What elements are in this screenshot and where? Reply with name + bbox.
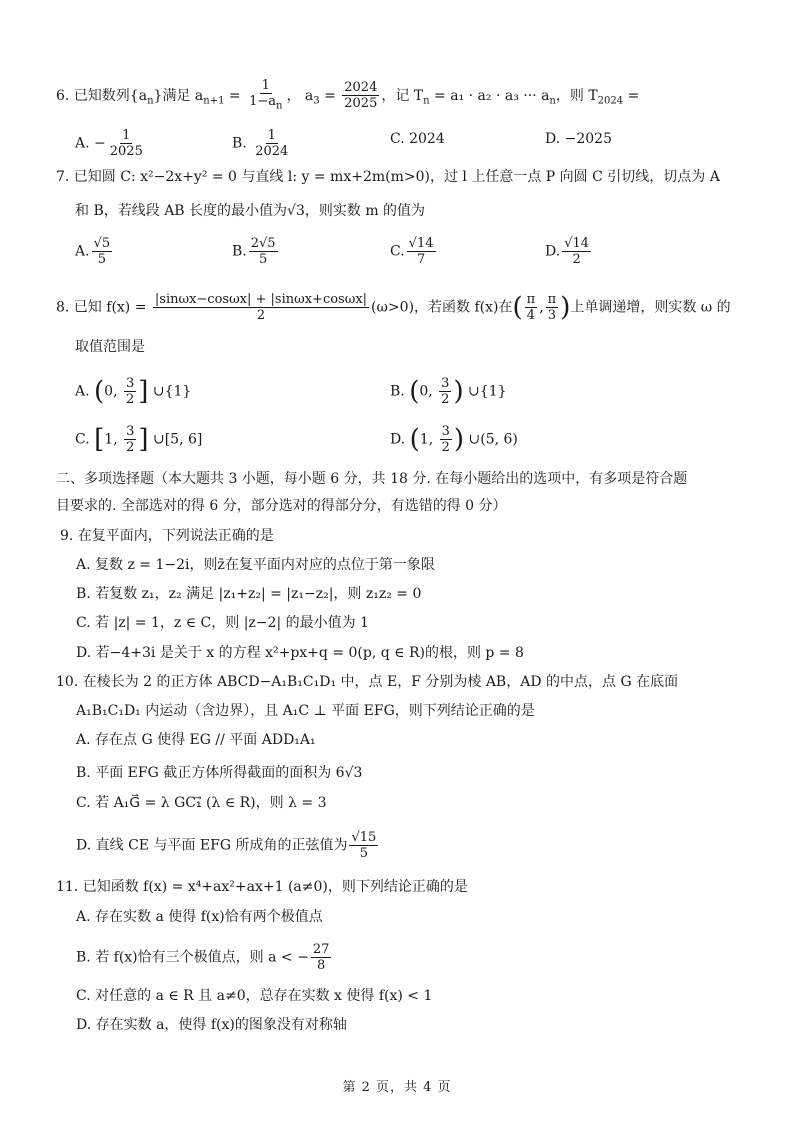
q6-optB-frac (253, 128, 290, 159)
q11-option-c: C. 对任意的 a ∈ R 且 a≠0，总存在实数 x 使得 f(x) < 1 (76, 988, 433, 1004)
bracket-close: ] (138, 376, 149, 407)
frac-num: √14 (408, 236, 434, 251)
q9-option-a: A. 复数 z = 1−2i，则z̄在复平面内对应的点位于第一象限 (76, 557, 435, 573)
q7-optC-frac (407, 236, 436, 267)
frac-den: 4 (526, 308, 536, 323)
q10-stem-line1: 10. 在棱长为 2 的正方体 ABCD−A₁B₁C₁D₁ 中，点 E，F 分别为棱 AB，AD 的中点，点 G 在底面 (56, 674, 679, 690)
q6-text-g: = a₁ · a₂ · a₃ ··· a (429, 87, 550, 104)
q7-option-a (75, 236, 114, 267)
q7-option-c (390, 236, 438, 267)
q8-stem-line1: 8. 已知 f(x) = $\frac{|\sin\omega x-\cos\omega x| + |\sin\omega x+\cos\omega x|}{2}$ (ω>0)，若函数 f(x)在( $\frac{\pi}{4}$ , $\frac{\pi}{3}$ )上单调递增，则实数 ω 的 (56, 292, 731, 323)
option-label: D. (390, 431, 406, 448)
option-label: A. (75, 243, 90, 260)
q11-option-a: A. 存在实数 a 使得 f(x)恰有两个极值点 (76, 909, 323, 925)
q8-option-a (75, 376, 191, 407)
q7-option-b (232, 236, 280, 267)
minus-sign: − (94, 135, 106, 152)
q9-option-b: B. 若复数 z₁，z₂ 满足 |z₁+z₂| = |z₁−z₂|，则 z₁z₂ = 0 (76, 586, 422, 602)
q9-option-d: D. 若−4+3i 是关于 x 的方程 x²+px+q = 0(p, q ∈ R)的根，则 p = 8 (76, 645, 524, 661)
frac-num: 1 (122, 128, 131, 143)
frac-num: 27 (312, 942, 330, 957)
sub-n: n (147, 95, 154, 107)
q8-interval-left (525, 292, 538, 323)
q6-text-h: ，则 T (555, 87, 598, 104)
frac-3-2 (440, 424, 452, 455)
bracket-open: [ (94, 424, 105, 455)
q8-interval-right (546, 292, 559, 323)
frac-3-2 (124, 424, 136, 455)
frac-num: 2024 (344, 80, 378, 96)
interval-left: 0, (104, 383, 122, 400)
frac-den: 3 (547, 308, 557, 323)
q6-frac-a3 (342, 80, 379, 111)
frac-den (247, 94, 284, 114)
frac-den: 2025 (344, 96, 378, 112)
q7-optB-frac (249, 236, 278, 267)
frac-den: 2025 (109, 144, 143, 159)
frac-den: 2 (256, 308, 266, 323)
q10-option-d (76, 830, 380, 861)
frac-num: 3 (126, 424, 135, 439)
q8-option-d (390, 424, 518, 455)
paren-close: ) (453, 376, 464, 407)
frac-den: 5 (359, 846, 369, 861)
q6-text-a: 已知数列{a (73, 87, 148, 104)
frac-num: √14 (564, 236, 590, 251)
q9-stem: 9. 在复平面内，下列说法正确的是 (60, 528, 274, 544)
interval-right: ∪{1} (148, 383, 192, 400)
q6-text-b: }满足 a (153, 87, 204, 104)
sub-3: 3 (313, 95, 320, 107)
interval-right: ∪{1} (463, 383, 507, 400)
q10-option-b: B. 平面 EFG 截正方体所得截面的面积为 6√3 (76, 765, 363, 781)
sub-n1: n+1 (203, 95, 225, 107)
sub-n: n (423, 95, 430, 107)
q8-stem-line2: 取值范围是 (75, 339, 145, 355)
option-label: B. (232, 135, 247, 152)
q8-option-c (75, 424, 202, 455)
bracket-close: ] (138, 424, 149, 455)
q10-optD-frac (349, 830, 378, 861)
interval-right: ∪(5, 6) (464, 431, 518, 448)
frac-den: 2 (572, 252, 581, 267)
q11-optB-frac (311, 942, 332, 973)
frac-3-2 (439, 376, 451, 407)
sub-n: n (276, 100, 283, 112)
option-label: B. (232, 243, 247, 260)
frac-num: 3 (125, 376, 135, 391)
q6-option-b (232, 128, 292, 159)
frac-den: 2024 (255, 144, 289, 159)
paren-close: ) (560, 292, 571, 323)
frac-den: 5 (97, 252, 106, 267)
interval-left: 1, (419, 431, 438, 448)
q10-option-a: A. 存在点 G 使得 EG // 平面 ADD₁A₁ (76, 732, 316, 748)
interval-left: 1, (104, 431, 123, 448)
q6-optA-frac (108, 128, 145, 159)
frac-num: 1 (267, 128, 276, 143)
frac-num: √15 (351, 830, 377, 845)
q8-pre: 8. 已知 f(x) = (56, 299, 151, 316)
option-label: B. (390, 383, 405, 400)
paren-open: ( (409, 376, 420, 407)
frac-num: π (526, 292, 536, 307)
option-label: C. (390, 243, 405, 260)
paren-open: ( (409, 424, 420, 455)
option-label: A. (75, 135, 90, 152)
sub-n: n (549, 95, 556, 107)
frac-num: √5 (93, 236, 111, 251)
q6-stem (56, 78, 639, 114)
q10-optD-text: D. 直线 CE 与平面 EFG 所成角的正弦值为 (76, 837, 348, 854)
interval-left: 0, (419, 383, 438, 400)
paren-close: ) (453, 424, 465, 455)
frac-num: 3 (441, 376, 450, 391)
section2-header-line1: 二、多项选择题（本大题共 3 小题，每小题 6 分，共 18 分. 在每小题给出的选项中，有多项是符合题 (56, 471, 688, 487)
q8-function-frac (153, 292, 369, 323)
q8-option-b (390, 376, 507, 407)
q6-text-d: ， a (286, 87, 314, 104)
q9-option-c: C. 若 |z| = 1，z ∈ C，则 |z−2| 的最小值为 1 (76, 615, 369, 631)
frac-den: 2 (441, 392, 450, 407)
q6-text-f: ，记 T (381, 87, 424, 104)
paren-open: ( (94, 376, 105, 407)
q6-text-i: = (623, 87, 640, 104)
paren-open: ( (512, 292, 523, 323)
q7-optA-frac (92, 236, 113, 267)
q10-option-c: C. 若 A₁G⃗ = λ GC₁⃗ (λ ∈ R)，则 λ = 3 (76, 795, 327, 811)
q11-option-d: D. 存在实数 a，使得 f(x)的图象没有对称轴 (76, 1017, 347, 1033)
q6-number: 6. (56, 87, 70, 104)
option-label: A. (75, 383, 90, 400)
q6-text-c: = (224, 87, 246, 104)
frac-num: |sinωx−cosωx| + |sinωx+cosωx| (154, 292, 368, 307)
q10-stem-line2: A₁B₁C₁D₁ 内运动（含边界），且 A₁C ⊥ 平面 EFG，则下列结论正确的是 (76, 703, 535, 719)
frac-num: 3 (441, 424, 450, 439)
q6-option-c: C. 2024 (390, 131, 445, 147)
q6-text-e: = (319, 87, 341, 104)
q6-option-a (75, 128, 147, 159)
frac-den: 8 (316, 958, 326, 973)
frac-den: 7 (416, 252, 426, 267)
frac-den: 2 (126, 440, 135, 455)
frac-den: 2 (441, 440, 450, 455)
section2-header-line2: 目要求的. 全部选对的得 6 分，部分选对的得部分分，有选错的得 0 分） (56, 498, 507, 514)
frac-num: 1 (261, 78, 270, 93)
frac-3-2 (124, 376, 136, 407)
q6-frac-recurrence (247, 78, 284, 114)
interval-right: ∪[5, 6] (148, 431, 203, 448)
frac-den: 5 (259, 252, 268, 267)
option-label: D. (545, 243, 561, 260)
frac-den: 2 (125, 392, 135, 407)
option-label: C. (75, 431, 90, 448)
frac-den-text: 1−a (249, 94, 276, 109)
q7-stem-line1: 7. 已知圆 C: x²−2x+y² = 0 与直线 l: y = mx+2m(m>0)，过 l 上任意一点 P 向圆 C 引切线，切点为 A (56, 169, 720, 185)
q7-stem-line2: 和 B，若线段 AB 长度的最小值为√3，则实数 m 的值为 (75, 203, 426, 219)
q8-mid: (ω>0)，若函数 f(x)在 (371, 299, 513, 316)
q7-optD-frac (562, 236, 591, 267)
q6-option-d: D. −2025 (545, 131, 612, 147)
q11-optB-text: B. 若 f(x)恰有三个极值点，则 a < − (76, 949, 309, 966)
frac-num: 2√5 (250, 236, 276, 251)
frac-num: π (547, 292, 557, 307)
sub-2024: 2024 (597, 95, 624, 107)
q8-post: 上单调递增，则实数 ω 的 (570, 299, 731, 316)
q11-option-b (76, 942, 333, 973)
q7-option-d (545, 236, 593, 267)
q11-stem: 11. 已知函数 f(x) = x⁴+ax²+ax+1 (a≠0)，则下列结论正确的是 (56, 879, 468, 895)
page-footer: 第 2 页，共 4 页 (342, 1080, 452, 1095)
